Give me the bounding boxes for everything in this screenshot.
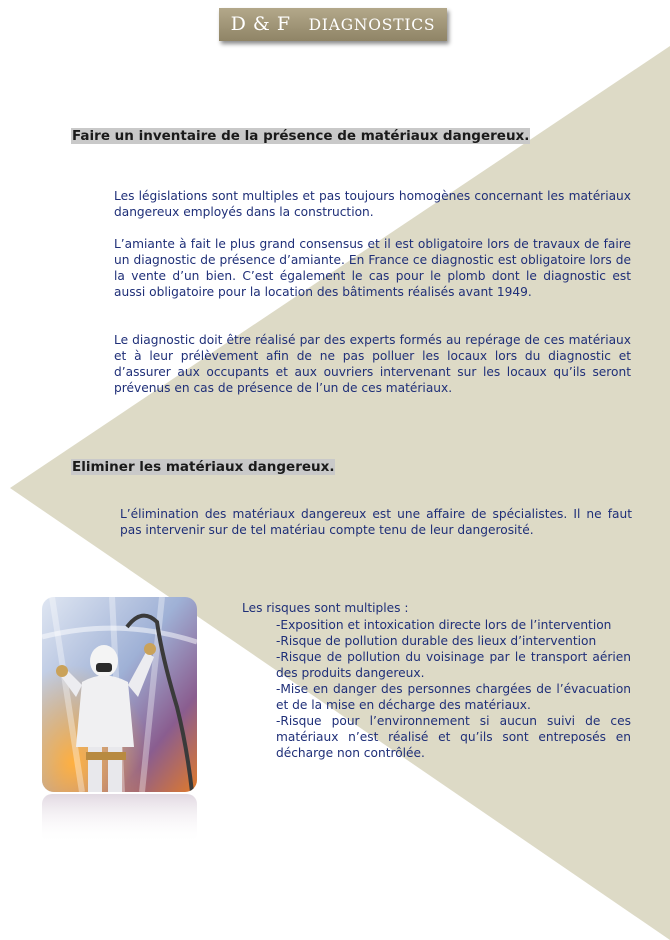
company-logo xyxy=(219,8,447,41)
logo-initials: D & F xyxy=(230,13,291,35)
risks-list xyxy=(276,617,631,761)
section2-paragraph: L’élimination des matériaux dangereux est une affaire de spécialistes. Il ne faut pas intervenir sur de tel matériau compte tenu de leur dangerosité. xyxy=(120,507,632,537)
section2-heading: Eliminer les matériaux dangereux. xyxy=(72,459,335,475)
section1-paragraph-1: Les législations sont multiples et pas toujours homogènes concernant les matériaux dangereux employés dans la construction. xyxy=(114,189,631,219)
risk-item: -Exposition et intoxication directe lors de l’intervention xyxy=(276,618,612,632)
asbestos-removal-worker-photo xyxy=(42,597,197,792)
section1-paragraph-2: L’amiante à fait le plus grand consensus et il est obligatoire lors de travaux de faire un diagnostic de présence d’amiante. En France ce diagnostic est obligatoire lors de la vente d’un bien. C’est également le cas pour le plomb dont le diagnostic est aussi obligatoire pour la location des bâtiments réalisés avant 1949. xyxy=(114,237,631,299)
risk-item: -Risque de pollution durable des lieux d’intervention xyxy=(276,634,597,648)
risks-title: Les risques sont multiples : xyxy=(242,601,409,615)
risk-item: -Mise en danger des personnes chargées de l’évacuation et de la mise en décharge des matériaux. xyxy=(276,682,631,712)
risk-item: -Risque pour l’environnement si aucun suivi de ces matériaux n’est réalisé et qu’ils sont entreposés en décharge non contrôlée. xyxy=(276,714,631,760)
risk-item: -Risque de pollution du voisinage par le transport aérien des produits dangereux. xyxy=(276,650,631,680)
section1-paragraph-3: Le diagnostic doit être réalisé par des experts formés au repérage de ces matériaux et à leur prélèvement afin de ne pas polluer les locaux lors du diagnostic et d’assurer aux occupants et aux ouvriers intervenant sur les locaux qu’ils seront prévenus en cas de présence de l’un de ces matériaux. xyxy=(114,333,631,395)
logo-brand: DIAGNOSTICS xyxy=(308,16,436,34)
photo-reflection xyxy=(42,794,197,844)
section1-heading: Faire un inventaire de la présence de matériaux dangereux. xyxy=(72,128,530,144)
